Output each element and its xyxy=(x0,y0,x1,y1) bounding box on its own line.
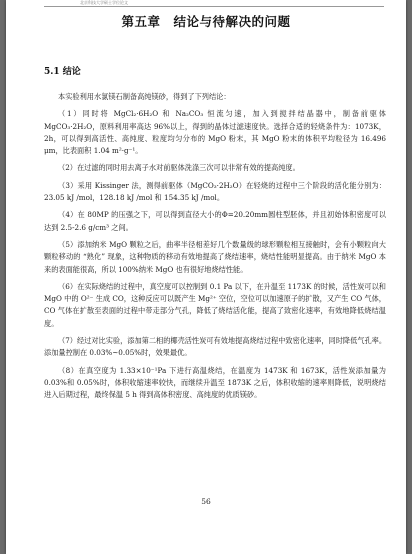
page-number: 56 xyxy=(201,497,211,506)
paragraph-conclusion-4: （4）在 80MP 的压强之下，可以得到直径大小的Φ=20.20mm圆柱型胚体，并且初始体积密度可以达到 2.5-2.6 g/cm³ 之间。 xyxy=(44,210,386,232)
paragraph-conclusion-5: （5）添加纳米 MgO 颗粒之后，曲率半径相差好几个数量级的球形颗粒相互接触时，会有小颗粒向大颗粒移动的 “熟化” 现象，这种物质的移动有效地提高了烧结速率，烧结性能明显提高。由于纳米 MgO 本来的表面能很高，所以 100%纳米 MgO 也有很好地烧结性能。 xyxy=(44,239,386,274)
paragraph-conclusion-1: （1）同时将 MgCl₂·6H₂O 和 Na₂CO₃ 恒流匀速，加入到搅拌结晶器中，制备前驱体 MgCO₃·2H₂O，原料利用率高达 96%以上，得到的晶体过滤速度快。选择合适的轻烧条件为：1073K，2h，可以得到高活性、高纯度、粒度均匀分布的 MgO 粉末，其 MgO 粉末的体积平均粒径为 16.496 μm，比表面积 1.04 m²·g⁻¹。 xyxy=(44,109,386,156)
header-rule xyxy=(44,6,384,7)
paragraph-conclusion-7: （7）经过对比实验，添加第二相的椰壳活性炭可有效地提高烧结过程中致密化速率，同时降低气孔率。添加量控制在 0.03%~0.05%时，效果最优。 xyxy=(44,336,387,358)
paragraph-conclusion-2: （2）在过滤的同时用去离子水对前驱体洗涤三次可以非常有效的提高纯度。 xyxy=(58,163,300,173)
paragraph-conclusion-3: （3）采用 Kissinger 法，测得前驱体（MgCO₃·2H₂O）在轻烧的过程中三个阶段的活化能分别为：23.05 kJ /mol，128.18 kJ /mol 和 154.35 kJ /mol。 xyxy=(44,180,386,203)
chapter-title: 第五章 结论与待解决的问题 xyxy=(121,14,291,29)
body-text xyxy=(44,91,386,402)
paragraph-intro: 本实验利用水氯镁石制备高纯镁砂，得到了下列结论： xyxy=(58,92,231,101)
section-title: 5.1 结论 xyxy=(44,67,81,77)
paragraph-conclusion-6: （6）在实际烧结的过程中，真空度可以控制到 0.1 Pa 以下，在升温至 1173K 的时候，活性炭可以和 MgO 中的 O²⁻ 生成 CO，这种反应可以既产生 Mg²⁺ 空位，空位可以加速原子的扩散，又产生 CO 气体，CO 气体在扩散至表面的过程中带走部分气孔，降低了烧结活化能，提高了致密化速率，有效地降低烧结温度。 xyxy=(44,281,386,328)
document-page xyxy=(6,0,406,554)
running-head: 北京科技大学硕士学位论文 xyxy=(80,0,128,5)
paragraph-conclusion-8: （8）在真空度为 1.33×10⁻¹Pa 下进行高温烧结，在温度为 1473K 和 1673K，活性炭添加量为 0.03%和 0.05%时，体积收缩速率较快，而继续升温至 1873K 之后，体积收缩的速率则降低，说明烧结进入后期过程，最终保温 5 h 得到高体积密度、高纯度的优质镁砂。 xyxy=(44,365,386,400)
